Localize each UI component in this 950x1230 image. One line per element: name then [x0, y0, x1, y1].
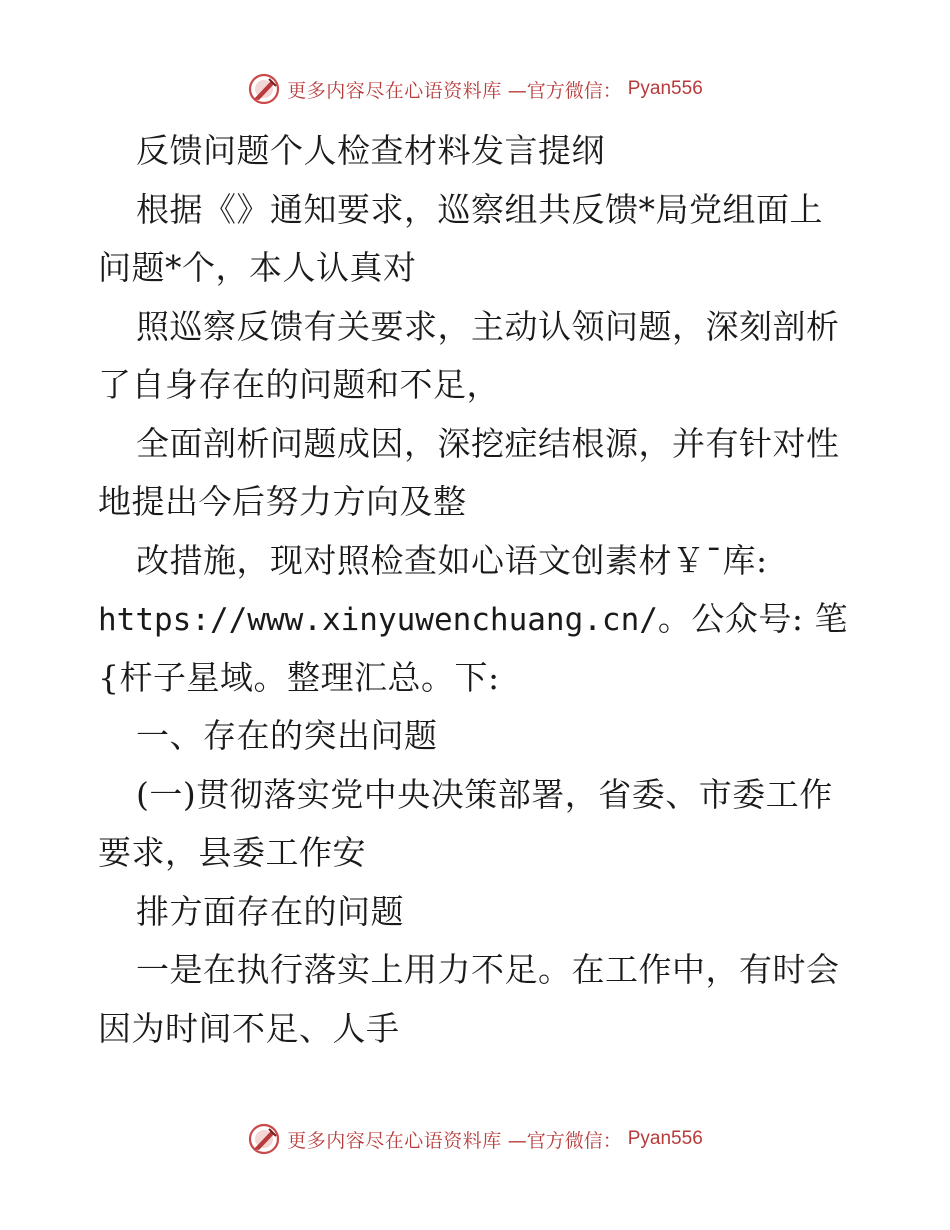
- section-heading: 一、存在的突出问题: [136, 716, 438, 755]
- subsection-heading: (一)贯彻落实党中央决策部署，省委、市委工作: [136, 774, 833, 814]
- document-body: [98, 122, 858, 1058]
- paragraph-line: 全面剖析问题成因，深挖症结根源，并有针对性: [136, 423, 840, 463]
- document-title-line: 反馈问题个人检查材料发言提纲: [136, 131, 605, 170]
- paragraph-line: 要求，县委工作安: [98, 833, 366, 872]
- paragraph-line: 排方面存在的问题: [136, 891, 404, 931]
- watermark-wechat-id: Pyan556: [627, 78, 703, 99]
- paragraph-line: {杆子星域。整理汇总。下:: [98, 657, 500, 697]
- quill-pen-logo-icon: [247, 1122, 281, 1156]
- watermark-separator: —官方微信：: [507, 1129, 622, 1152]
- paragraph-line: 改措施，现对照检查如心语文创素材￥¯库:: [136, 540, 768, 580]
- url-line: [98, 590, 858, 649]
- paragraph-line: 照巡察反馈有关要求，主动认领问题，深刻剖析: [136, 306, 840, 346]
- watermark-text: 更多内容尽在心语资料库: [287, 1129, 502, 1152]
- paragraph-line: 了自身存在的问题和不足，: [98, 365, 500, 404]
- paragraph-line: 根据《》通知要求，巡察组共反馈*局党组面上: [136, 189, 823, 229]
- watermark-wechat-id: Pyan556: [627, 1128, 703, 1149]
- header-watermark: [0, 72, 950, 106]
- paragraph-line: 一是在执行落实上用力不足。在工作中，有时会: [136, 950, 840, 989]
- paragraph-line: 地提出今后努力方向及整: [98, 482, 467, 521]
- website-url: https://www.xinyuwenchuang.cn/: [98, 602, 658, 638]
- url-line-suffix: 。公众号: 笔: [657, 599, 849, 638]
- paragraph-line: 问题*个，本人认真对: [98, 248, 417, 287]
- watermark-separator: —官方微信：: [507, 79, 622, 102]
- footer-watermark: [0, 1122, 950, 1156]
- quill-pen-logo-icon: [247, 72, 281, 106]
- paragraph-line: 因为时间不足、人手: [98, 1008, 400, 1048]
- watermark-text: 更多内容尽在心语资料库: [287, 79, 502, 102]
